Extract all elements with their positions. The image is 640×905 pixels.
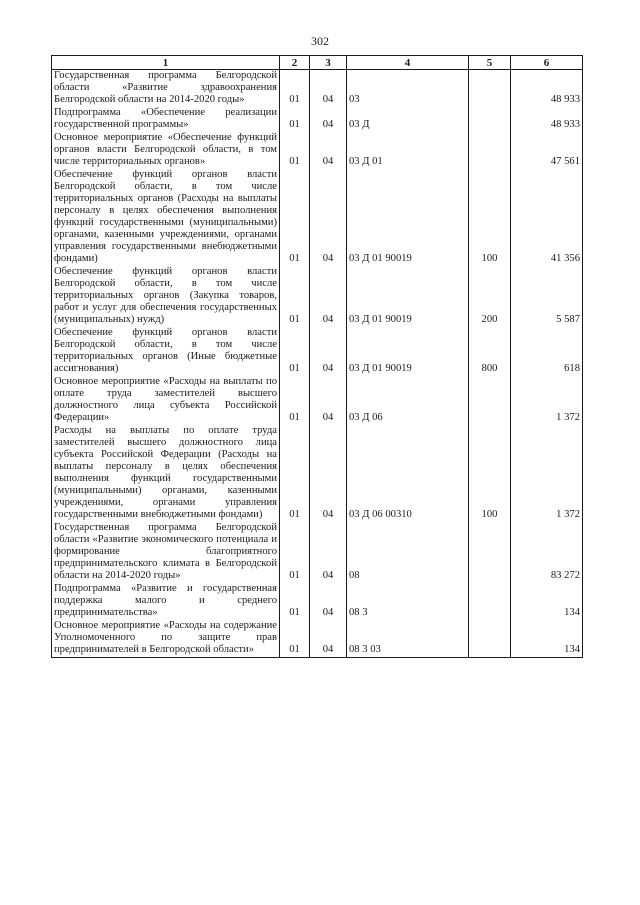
row-name: Обеспечение функций органов власти Белгородской области, в том числе территориальных органов (Закупка товаров, работ и услуг для обеспечения государственных (муниципальных) нужд) — [52, 266, 280, 327]
row-name: Обеспечение функций органов власти Белгородской области, в том числе территориальных органов (Иные бюджетные ассигнования) — [52, 327, 280, 376]
row-target-article: 03 — [347, 70, 469, 108]
row-expense-type: 200 — [469, 266, 511, 327]
row-section: 01 — [280, 70, 310, 108]
table-row — [52, 70, 583, 108]
row-expense-type: 100 — [469, 169, 511, 266]
row-section: 01 — [280, 583, 310, 620]
row-expense-type — [469, 620, 511, 658]
column-header-2: 2 — [280, 56, 310, 70]
row-name: Основное мероприятие «Расходы на выплаты по оплате труда заместителей высшего должностного лица субъекта Российской Федерации» — [52, 376, 280, 425]
row-section: 01 — [280, 522, 310, 583]
table-row — [52, 425, 583, 522]
row-expense-type — [469, 70, 511, 108]
row-subsection: 04 — [310, 132, 347, 169]
row-name: Обеспечение функций органов власти Белгородской области, в том числе территориальных органов (Расходы на выплаты персоналу в целях обеспечения выполнения функций государственными (муниципальными) органами, казенными учреждениями, органами управления государственными внебюджетными фондами) — [52, 169, 280, 266]
page-number: 302 — [311, 34, 329, 48]
table-row — [52, 132, 583, 169]
row-subsection: 04 — [310, 327, 347, 376]
row-amount: 48 933 — [511, 70, 583, 108]
row-amount: 1 372 — [511, 425, 583, 522]
table-row — [52, 376, 583, 425]
row-target-article: 08 3 03 — [347, 620, 469, 658]
table-row — [52, 107, 583, 132]
row-amount: 41 356 — [511, 169, 583, 266]
row-amount: 618 — [511, 327, 583, 376]
row-target-article: 08 — [347, 522, 469, 583]
row-name: Подпрограмма «Обеспечение реализации государственной программы» — [52, 107, 280, 132]
row-expense-type — [469, 522, 511, 583]
row-section: 01 — [280, 266, 310, 327]
row-name: Расходы на выплаты по оплате труда заместителей высшего должностного лица субъекта Российской Федерации (Расходы на выплаты персоналу в целях обеспечения выполнения функций государственными (муниципальными) органами, казенными учреждениями, органами управления государственными внебюджетными фондами) — [52, 425, 280, 522]
table-row — [52, 620, 583, 658]
row-amount: 47 561 — [511, 132, 583, 169]
column-header-1: 1 — [52, 56, 280, 70]
row-section: 01 — [280, 169, 310, 266]
table-row — [52, 327, 583, 376]
row-amount: 5 587 — [511, 266, 583, 327]
row-subsection: 04 — [310, 425, 347, 522]
row-amount: 134 — [511, 583, 583, 620]
table-row — [52, 522, 583, 583]
row-section: 01 — [280, 376, 310, 425]
row-amount: 134 — [511, 620, 583, 658]
row-target-article: 08 3 — [347, 583, 469, 620]
row-name: Подпрограмма «Развитие и государственная поддержка малого и среднего предпринимательства» — [52, 583, 280, 620]
row-amount: 83 272 — [511, 522, 583, 583]
row-amount: 1 372 — [511, 376, 583, 425]
row-target-article: 03 Д 06 00310 — [347, 425, 469, 522]
row-name: Основное мероприятие «Расходы на содержание Уполномоченного по защите прав предпринимателей в Белгородской области» — [52, 620, 280, 658]
row-subsection: 04 — [310, 620, 347, 658]
row-amount: 48 933 — [511, 107, 583, 132]
row-target-article: 03 Д 01 — [347, 132, 469, 169]
row-expense-type — [469, 107, 511, 132]
row-target-article: 03 Д 01 90019 — [347, 266, 469, 327]
row-name: Основное мероприятие «Обеспечение функций органов власти Белгородской области, в том числе территориальных органов» — [52, 132, 280, 169]
row-name: Государственная программа Белгородской области «Развитие экономического потенциала и формирование благоприятного предпринимательского климата в Белгородской области на 2014-2020 годы» — [52, 522, 280, 583]
row-target-article: 03 Д 01 90019 — [347, 169, 469, 266]
row-expense-type — [469, 132, 511, 169]
table-header-row — [52, 56, 583, 70]
column-header-4: 4 — [347, 56, 469, 70]
row-section: 01 — [280, 132, 310, 169]
row-expense-type — [469, 583, 511, 620]
row-name: Государственная программа Белгородской области «Развитие здравоохранения Белгородской области на 2014-2020 годы» — [52, 70, 280, 108]
row-section: 01 — [280, 107, 310, 132]
row-subsection: 04 — [310, 522, 347, 583]
row-expense-type — [469, 376, 511, 425]
row-expense-type: 800 — [469, 327, 511, 376]
row-section: 01 — [280, 620, 310, 658]
row-target-article: 03 Д 06 — [347, 376, 469, 425]
row-expense-type: 100 — [469, 425, 511, 522]
column-header-6: 6 — [511, 56, 583, 70]
column-header-3: 3 — [310, 56, 347, 70]
row-target-article: 03 Д 01 90019 — [347, 327, 469, 376]
table-row — [52, 266, 583, 327]
row-section: 01 — [280, 425, 310, 522]
row-subsection: 04 — [310, 107, 347, 132]
column-header-5: 5 — [469, 56, 511, 70]
row-subsection: 04 — [310, 583, 347, 620]
row-subsection: 04 — [310, 376, 347, 425]
row-section: 01 — [280, 327, 310, 376]
row-subsection: 04 — [310, 169, 347, 266]
budget-table — [51, 55, 583, 658]
row-subsection: 04 — [310, 266, 347, 327]
row-subsection: 04 — [310, 70, 347, 108]
row-target-article: 03 Д — [347, 107, 469, 132]
table-row — [52, 169, 583, 266]
table-row — [52, 583, 583, 620]
